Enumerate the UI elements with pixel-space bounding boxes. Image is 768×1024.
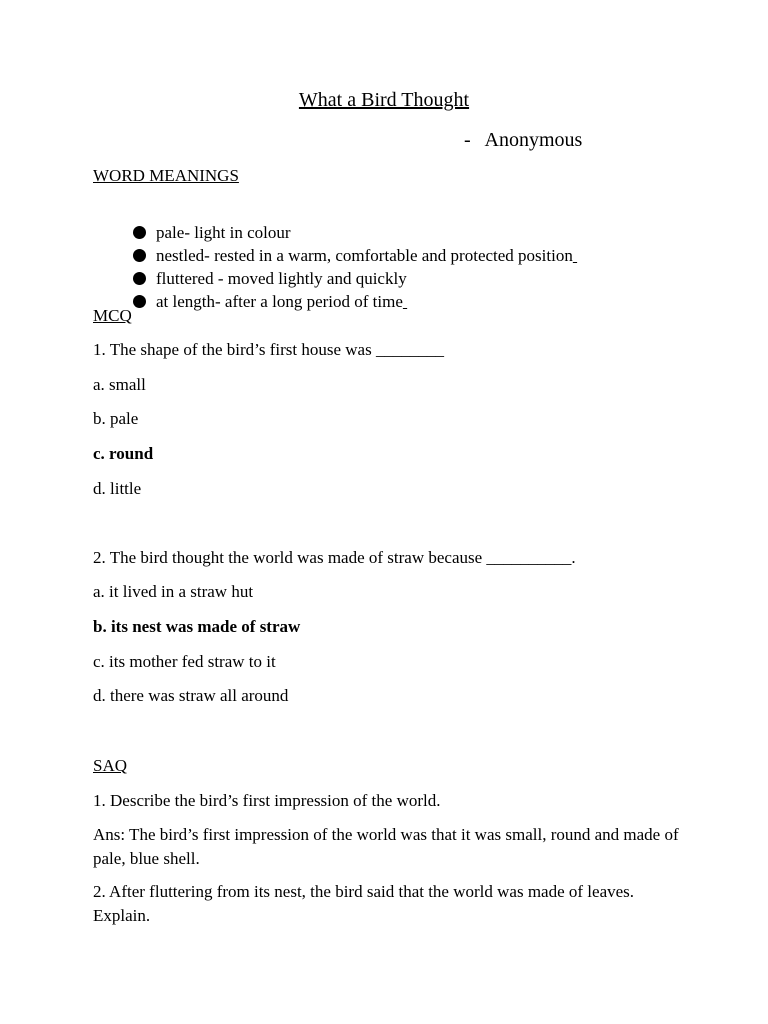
mcq-heading: MCQ bbox=[93, 306, 132, 325]
word-meanings-heading: WORD MEANINGS bbox=[93, 166, 239, 185]
trailing-underline bbox=[573, 246, 577, 265]
mcq-option: b. pale bbox=[93, 409, 139, 428]
word-meaning-text: nestled- rested in a warm, comfortable and protected position bbox=[156, 246, 573, 265]
saq-question: 1. Describe the bird’s first impression of the world. bbox=[93, 791, 441, 810]
mcq-option: d. there was straw all around bbox=[93, 686, 289, 705]
mcq-option: a. small bbox=[93, 375, 146, 394]
trailing-underline bbox=[403, 292, 407, 311]
word-meaning-text: pale- light in colour bbox=[156, 223, 291, 242]
document-title-text: What a Bird Thought bbox=[298, 89, 470, 111]
mcq-option: c. its mother fed straw to it bbox=[93, 652, 276, 671]
word-meaning-text: at length- after a long period of time bbox=[156, 292, 403, 311]
mcq-option-correct: c. round bbox=[93, 444, 154, 463]
mcq-question: 2. The bird thought the world was made of straw because __________. bbox=[93, 548, 576, 567]
mcq-option-correct: b. its nest was made of straw bbox=[93, 617, 301, 636]
bullet-icon bbox=[133, 295, 146, 308]
word-meaning-item bbox=[116, 269, 407, 335]
author-line: - Anonymous bbox=[464, 129, 583, 151]
mcq-question: 1. The shape of the bird’s first house was ________ bbox=[93, 340, 444, 359]
saq-answer: Ans: The bird’s first impression of the world was that it was small, round and made of pale, blue shell. bbox=[93, 825, 679, 868]
mcq-option: a. it lived in a straw hut bbox=[93, 582, 254, 601]
document-title bbox=[0, 88, 768, 112]
word-meaning-text: fluttered - moved lightly and quickly bbox=[156, 269, 407, 288]
saq-heading: SAQ bbox=[93, 756, 128, 775]
saq-question: 2. After fluttering from its nest, the bird said that the world was made of leaves. Explain. bbox=[93, 882, 635, 925]
mcq-option: d. little bbox=[93, 479, 142, 498]
